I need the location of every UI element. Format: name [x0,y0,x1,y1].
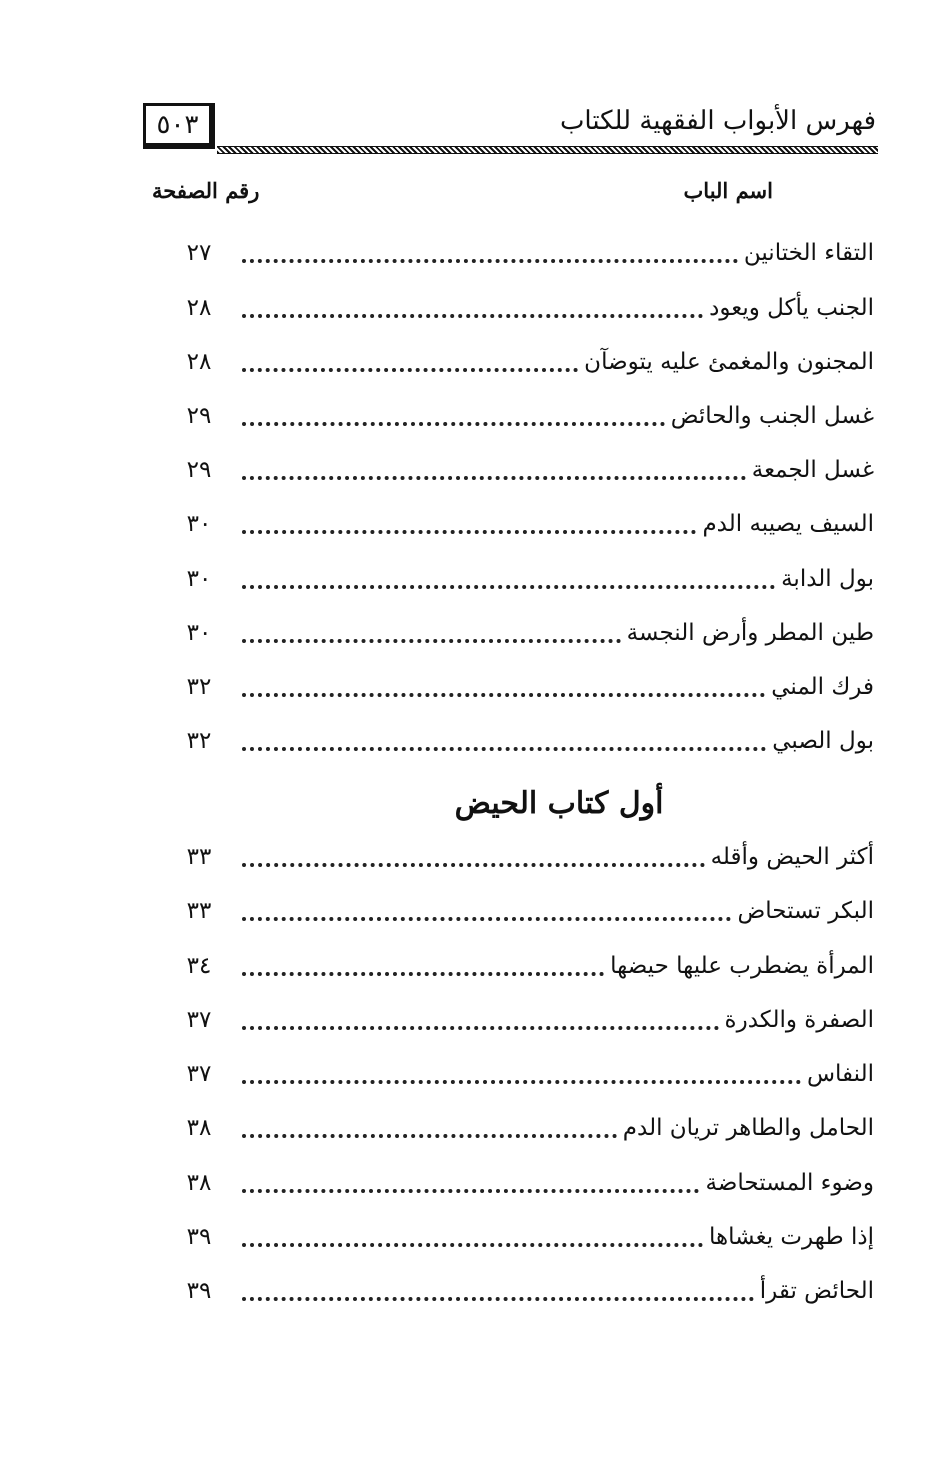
toc-entry-title: بول الصبي [772,728,874,754]
column-heading-page: رقم الصفحة [152,178,260,203]
leader-dots [242,529,696,534]
toc-row [170,1267,874,1315]
leader-dots [242,475,746,480]
leader-dots [242,584,775,589]
toc-row [170,833,874,881]
toc-row [170,609,874,657]
toc-entry-page: ٢٨ [186,349,212,375]
toc-entry-title: فرك المني [771,674,874,700]
toc-row [170,284,874,332]
toc-entry-title: الجنب يأكل ويعود [709,295,874,321]
leader-dots [242,862,705,867]
toc-entry-title: أكثر الحيض وأقله [710,844,874,870]
toc-row [170,1213,874,1261]
toc-entry-page: ٣٣ [186,898,212,924]
toc-row [170,996,874,1044]
leader-dots [242,1188,699,1193]
running-title: فهرس الأبواب الفقهية للكتاب [559,106,876,136]
toc-row [170,663,874,711]
leader-dots [242,313,703,318]
toc-entry-title: المرأة يضطرب عليها حيضها [610,953,874,979]
leader-dots [242,638,621,643]
leader-dots [242,367,578,372]
toc-entry-title: النفاس [806,1061,874,1087]
toc-entry-title: الحامل والطاهر تريان الدم [622,1115,874,1141]
toc-entry-page: ٣٢ [186,728,212,754]
toc-entry-title: المجنون والمغمئ عليه يتوضآن [584,349,874,375]
toc-row [170,717,874,765]
toc-row [170,1050,874,1098]
leader-dots [242,1296,754,1301]
leader-dots [242,1025,719,1030]
toc-row [170,500,874,548]
toc-entry-title: الصفرة والكدرة [724,1007,874,1033]
page-number: ٥٠٣ [156,109,199,140]
toc-entry-title: طين المطر وأرض النجسة [626,620,874,646]
toc-entry-title: غسل الجنب والحائض [670,403,874,429]
toc-entry-title: إذا طهرت يغشاها [708,1224,874,1250]
toc-row [170,1104,874,1152]
leader-dots [242,1242,703,1247]
section-heading: أول كتاب الحيض [454,786,664,821]
toc-entry-title: بول الدابة [781,566,874,592]
toc-entry-page: ٣٤ [186,953,212,979]
toc-entry-page: ٣٠ [186,566,212,592]
column-heading-chapter: اسم الباب [683,178,773,203]
toc-entry-page: ٣٨ [186,1170,212,1196]
toc-entry-page: ٣٠ [186,511,212,537]
leader-dots [242,258,738,263]
leader-dots [242,421,665,426]
toc-row [170,229,874,277]
toc-row [170,887,874,935]
toc-entry-page: ٣٠ [186,620,212,646]
toc-entry-page: ٢٨ [186,295,212,321]
leader-dots [242,1133,617,1138]
leader-dots [242,746,766,751]
toc-entry-title: غسل الجمعة [751,457,874,483]
toc-entry-title: الحائض تقرأ [759,1278,874,1304]
toc-row [170,942,874,990]
toc-entry-title: البكر تستحاض [737,898,874,924]
toc-entry-page: ٣٧ [186,1061,212,1087]
leader-dots [242,1079,801,1084]
toc-entry-page: ٣٢ [186,674,212,700]
toc-entry-title: السيف يصيبه الدم [702,511,874,537]
leader-dots [242,692,765,697]
leader-dots [242,971,604,976]
toc-entry-page: ٢٩ [186,457,212,483]
toc-row [170,555,874,603]
toc-entry-page: ٣٩ [186,1224,212,1250]
toc-row [170,1159,874,1207]
toc-entry-page: ٢٧ [186,240,212,266]
toc-entry-page: ٣٩ [186,1278,212,1304]
toc-entry-title: وضوء المستحاضة [705,1170,874,1196]
toc-row [170,338,874,386]
toc-entry-page: ٣٣ [186,844,212,870]
toc-entry-page: ٢٩ [186,403,212,429]
toc-entry-title: التقاء الختانين [743,240,874,266]
toc-row [170,392,874,440]
toc-row [170,446,874,494]
toc-entry-page: ٣٨ [186,1115,212,1141]
leader-dots [242,916,731,921]
toc-entry-page: ٣٧ [186,1007,212,1033]
